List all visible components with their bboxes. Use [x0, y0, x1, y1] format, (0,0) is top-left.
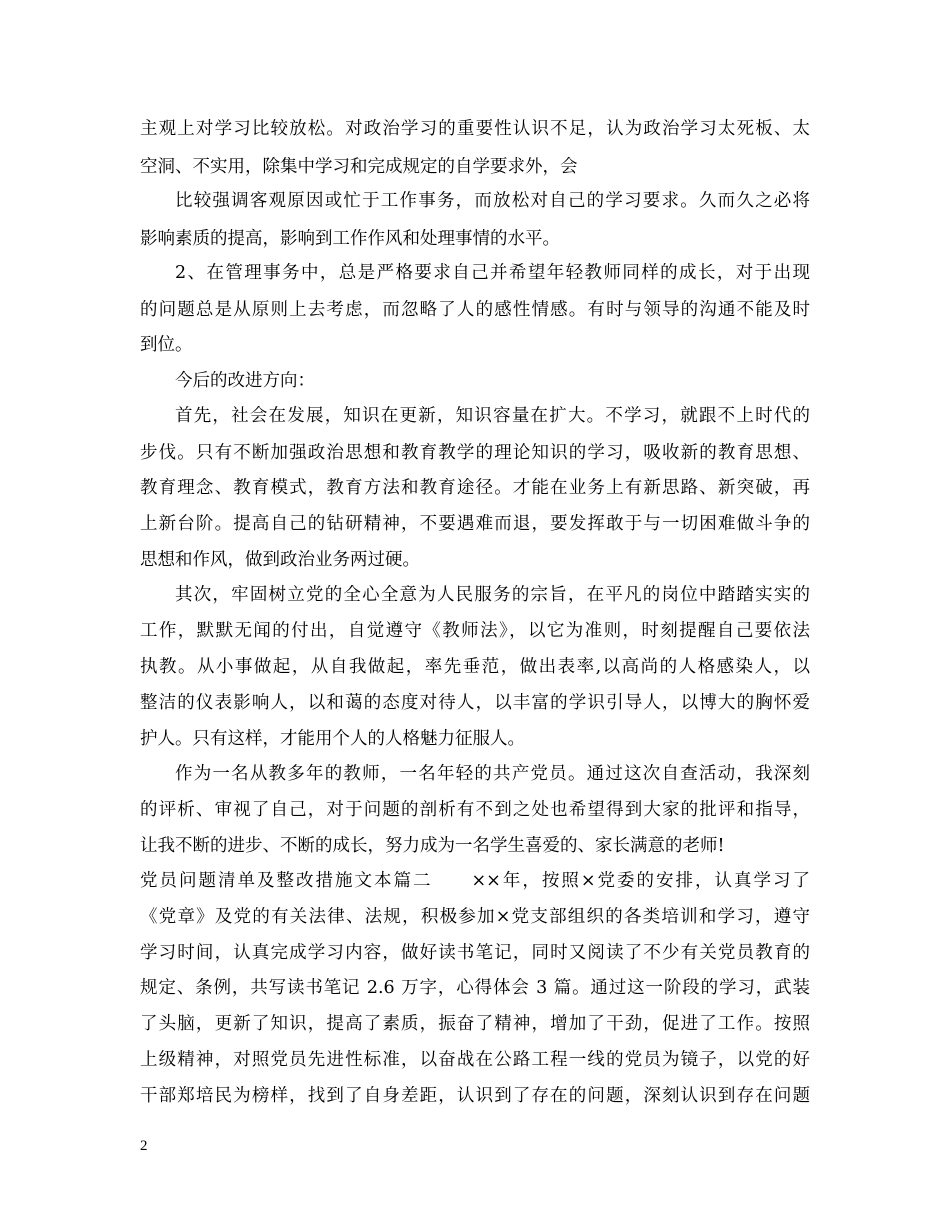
- text-line: 2、在管理事务中，总是严格要求自己并希望年轻教师同样的成长，对于出现: [175, 263, 810, 283]
- text-line: 影响素质的提高，影响到工作作风和处理事情的水平。: [140, 229, 560, 249]
- text-line: 的问题总是从原则上去考虑，而忽略了人的感性情感。有时与领导的沟通不能及时: [140, 300, 810, 320]
- text-line: 思想和作风，做到政治业务两过硬。: [140, 550, 420, 570]
- text-line: 《党章》及党的有关法律、法规，积极参加×党支部组织的各类培训和学习，遵守: [140, 907, 810, 927]
- text-line: 主观上对学习比较放松。对政治学习的重要性认识不足，认为政治学习太死板、太: [140, 119, 810, 139]
- text-line: 上新台阶。提高自己的钻研精神，不要遇难而退，要发挥敢于与一切困难做斗争的: [140, 514, 810, 534]
- text-line: 到位。: [140, 335, 193, 355]
- text-line: 执教。从小事做起，从自我做起，率先垂范，做出表率,以高尚的人格感染人，以: [140, 657, 810, 677]
- text-line: 作为一名从教多年的教师，一名年轻的共产党员。通过这次自查活动，我深刻: [175, 764, 810, 784]
- text-line: 今后的改进方向：: [175, 371, 315, 391]
- text-line: 整洁的仪表影响人，以和蔼的态度对待人，以丰富的学识引导人，以博大的胸怀爱: [140, 693, 810, 713]
- text-line: 工作，默默无闻的付出，自觉遵守《教师法》，以它为准则，时刻提醒自己要依法: [140, 621, 810, 641]
- text-line: 教育理念、教育模式，教育方法和教育途径。才能在业务上有新思路、新突破，再: [140, 478, 810, 498]
- text-line: 其次，牢固树立党的全心全意为人民服务的宗旨，在平凡的岗位中踏踏实实的: [175, 585, 810, 605]
- text-line: 规定、条例，共写读书笔记 2.6 万字，心得体会 3 篇。通过这一阶段的学习，武装: [140, 978, 810, 998]
- text-line: 让我不断的进步、不断的成长，努力成为一名学生喜爱的、家长满意的老师!: [140, 836, 725, 856]
- text-line: 护人。只有这样，才能用个人的人格魅力征服人。: [140, 729, 525, 749]
- text-line: 的评析、审视了自己，对于问题的剖析有不到之处也希望得到大家的批评和指导，: [140, 800, 810, 820]
- text-line: 比较强调客观原因或忙于工作事务，而放松对自己的学习要求。久而久之必将: [175, 191, 810, 211]
- text-line: 步伐。只有不断加强政治思想和教育教学的理论知识的学习，吸收新的教育思想、: [140, 443, 810, 463]
- text-line: 学习时间，认真完成学习内容，做好读书笔记，同时又阅读了不少有关党员教育的: [140, 943, 810, 963]
- text-line: 干部郑培民为榜样，找到了自身差距，认识到了存在的问题，深刻认识到存在问题: [140, 1086, 810, 1106]
- text-line: 党员问题清单及整改措施文本篇二 ××年，按照×党委的安排，认真学习了: [140, 871, 810, 891]
- text-line: 上级精神，对照党员先进性标准，以奋战在公路工程一线的党员为镜子，以党的好: [140, 1050, 810, 1070]
- text-line: 首先，社会在发展，知识在更新，知识容量在扩大。不学习，就跟不上时代的: [175, 406, 810, 426]
- page-number: 2: [140, 1138, 148, 1154]
- text-line: 了头脑，更新了知识，提高了素质，振奋了精神，增加了干劲，促进了工作。按照: [140, 1014, 810, 1034]
- text-line: 空洞、不实用，除集中学习和完成规定的自学要求外，会: [140, 157, 578, 177]
